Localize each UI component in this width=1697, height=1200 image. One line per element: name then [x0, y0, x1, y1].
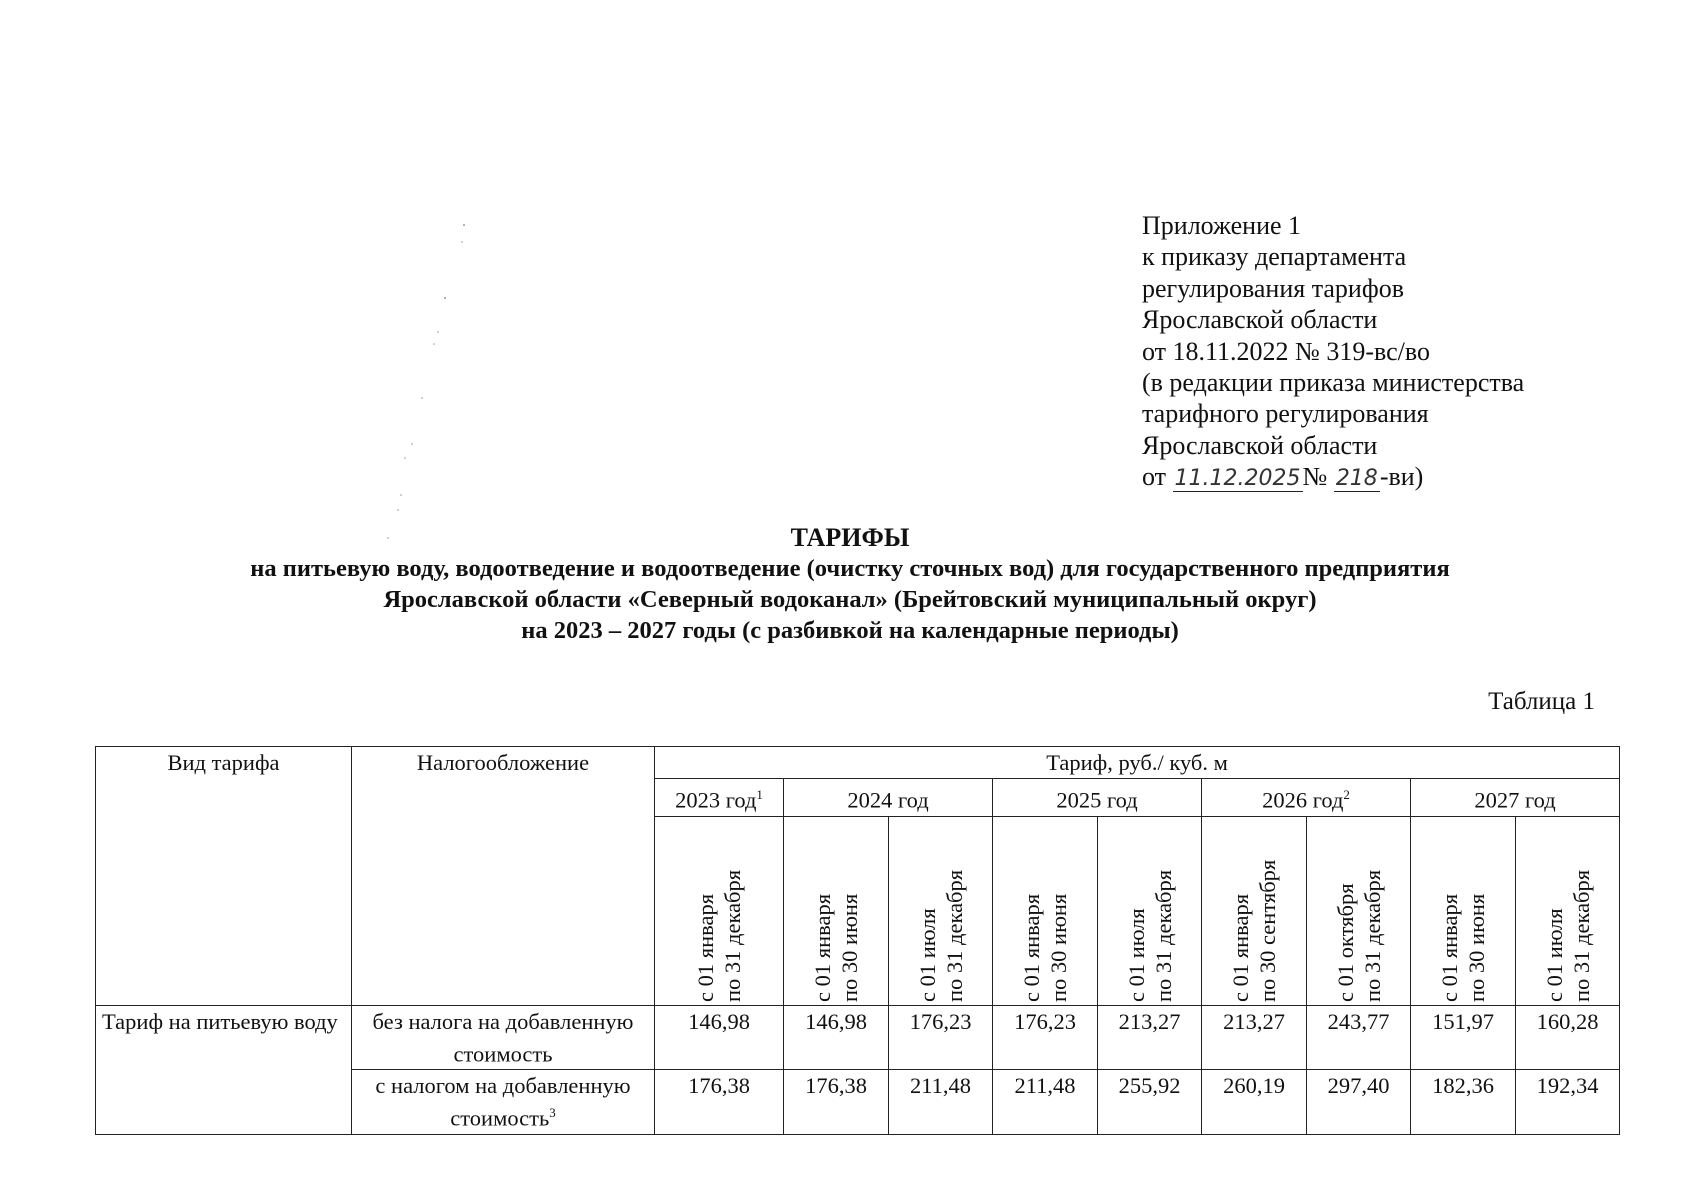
heading-line-1: на питьевую воду, водоотведение и водоотведение (очистку сточных вод) для государственного предприятия: [250, 555, 1450, 582]
appendix-line-edition: [1142, 461, 1662, 492]
header-period: с 01 октября по 31 декабря: [1307, 816, 1411, 1005]
header-period: с 01 января по 30 июня: [993, 816, 1098, 1005]
cell-value: 176,38: [784, 1070, 889, 1135]
cell-value: 151,97: [1411, 1005, 1516, 1070]
header-year: 2025 год: [993, 779, 1202, 817]
cell-value: 176,23: [889, 1005, 993, 1070]
header-tariff-unit: Тариф, руб./ куб. м: [655, 747, 1620, 779]
cell-value: 213,27: [1202, 1005, 1307, 1070]
heading-line-2: Ярославской области «Северный водоканал» (Брейтовский муниципальный округ): [383, 586, 1317, 613]
document-heading: [60, 522, 1640, 646]
header-period: с 01 января по 31 декабря: [655, 816, 784, 1005]
cell-value: 243,77: [1307, 1005, 1411, 1070]
appendix-line: Ярославской области: [1142, 430, 1378, 460]
header-year: 2027 год: [1411, 779, 1620, 817]
header-period: с 01 июля по 31 декабря: [1516, 816, 1620, 1005]
cell-tariff-type: Тариф на питьевую воду: [96, 1005, 352, 1134]
appendix-line: регулирования тарифов: [1142, 273, 1404, 303]
header-period: с 01 января по 30 июня: [784, 816, 889, 1005]
appendix-line: от 18.11.2022 № 319-вс/во: [1142, 336, 1431, 366]
cell-value: 211,48: [993, 1070, 1098, 1135]
document-title: ТАРИФЫ: [790, 523, 910, 552]
header-taxation: Налогообложение: [352, 747, 655, 1006]
header-year: 2023 год$^1$: [655, 779, 784, 817]
cell-value: 192,34: [1516, 1070, 1620, 1135]
cell-value: 211,48: [889, 1070, 993, 1135]
cell-value: 146,98: [784, 1005, 889, 1070]
header-period: с 01 июля по 31 декабря: [1098, 816, 1202, 1005]
appendix-line: Ярославской области: [1142, 305, 1378, 335]
handwritten-date: 11.12.2025: [1174, 466, 1301, 492]
heading-line-3: на 2023 – 2027 годы (с разбивкой на календарные периоды): [521, 617, 1179, 644]
cell-value: 260,19: [1202, 1070, 1307, 1135]
handwritten-number: 218: [1335, 466, 1378, 492]
cell-taxation: без налога на добавленную стоимость: [352, 1005, 655, 1070]
table-row: [96, 1005, 1620, 1070]
header-period: с 01 января по 30 июня: [1411, 816, 1516, 1005]
cell-value: 176,23: [993, 1005, 1098, 1070]
cell-value: 297,40: [1307, 1070, 1411, 1135]
appendix-line: тарифного регулирования: [1142, 399, 1429, 429]
table-label: Таблица 1: [1488, 688, 1595, 715]
header-tariff-type: Вид тарифа: [96, 747, 352, 1006]
scan-specks: [370, 220, 480, 550]
cell-value: 182,36: [1411, 1070, 1516, 1135]
header-period: с 01 июля по 31 декабря: [889, 816, 993, 1005]
header-year: 2024 год: [784, 779, 993, 817]
appendix-prefix: от: [1142, 462, 1167, 492]
number-sign: №: [1302, 462, 1328, 492]
appendix-line: к приказу департамента: [1142, 242, 1407, 272]
cell-taxation: с налогом на добавленную стоимость$^3$: [352, 1070, 655, 1135]
cell-value: 213,27: [1098, 1005, 1202, 1070]
appendix-suffix: -ви): [1379, 462, 1424, 492]
cell-value: 146,98: [655, 1005, 784, 1070]
cell-value: 176,38: [655, 1070, 784, 1135]
appendix-block: [1142, 210, 1662, 493]
header-year: 2026 год$^2$: [1202, 779, 1411, 817]
appendix-line: Приложение 1: [1142, 211, 1302, 240]
header-period: с 01 января по 30 сентября: [1202, 816, 1307, 1005]
appendix-line: (в редакции приказа министерства: [1142, 368, 1525, 398]
tariffs-table: [95, 746, 1620, 1135]
cell-value: 255,92: [1098, 1070, 1202, 1135]
cell-value: 160,28: [1516, 1005, 1620, 1070]
